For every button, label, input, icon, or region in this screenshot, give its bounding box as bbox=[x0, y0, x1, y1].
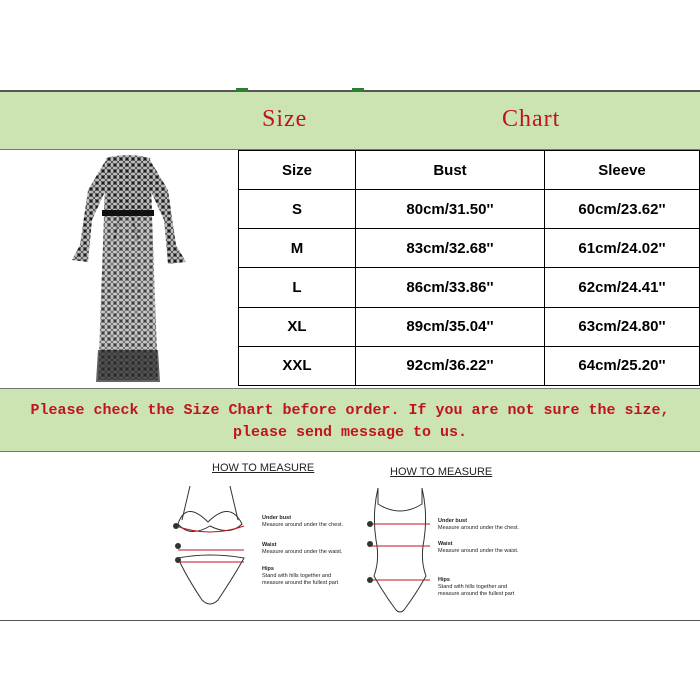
header-tick-left bbox=[236, 88, 248, 92]
swimsuit-diagram bbox=[360, 484, 440, 620]
lace-dress-image bbox=[58, 150, 198, 386]
cell-sleeve: 62cm/24.41'' bbox=[545, 268, 700, 307]
title-chart: Chart bbox=[502, 106, 561, 132]
column-header-sleeve: Sleeve bbox=[545, 151, 700, 190]
table-row bbox=[239, 190, 700, 229]
cell-size: L bbox=[239, 268, 356, 307]
cell-bust: 83cm/32.68'' bbox=[356, 229, 545, 268]
table-row bbox=[239, 268, 700, 307]
cell-size: XXL bbox=[239, 346, 356, 385]
right-waist-label bbox=[438, 541, 528, 555]
right-under-bust-label bbox=[438, 518, 528, 532]
left-hips-desc: Stand with hills together and measure around the fullest part bbox=[262, 573, 339, 586]
notice-band bbox=[0, 388, 700, 452]
table-row bbox=[239, 307, 700, 346]
left-waist-title: Waist bbox=[262, 542, 277, 548]
bikini-diagram bbox=[168, 480, 258, 620]
right-under-bust-desc: Measure around under the chest. bbox=[438, 525, 520, 531]
cell-size: XL bbox=[239, 307, 356, 346]
left-under-bust-desc: Measure around under the chest. bbox=[262, 522, 344, 528]
cell-sleeve: 60cm/23.62'' bbox=[545, 190, 700, 229]
size-table bbox=[238, 150, 700, 386]
cell-bust: 80cm/31.50'' bbox=[356, 190, 545, 229]
left-under-bust-label bbox=[262, 515, 352, 529]
left-waist-desc: Measure around under the waist. bbox=[262, 549, 343, 555]
cell-size: M bbox=[239, 229, 356, 268]
how-to-measure-title-right: HOW TO MEASURE bbox=[390, 466, 493, 478]
column-header-size: Size bbox=[239, 151, 356, 190]
table-row bbox=[239, 229, 700, 268]
right-hips-label bbox=[438, 577, 530, 598]
how-to-measure-title-left: HOW TO MEASURE bbox=[212, 462, 315, 474]
table-header-row bbox=[239, 151, 700, 190]
right-under-bust-title: Under bust bbox=[438, 518, 468, 524]
right-waist-title: Waist bbox=[438, 541, 453, 547]
notice-line-1: Please check the Size Chart before order. If you are not sure the size, bbox=[30, 402, 670, 419]
right-waist-desc: Measure around under the waist. bbox=[438, 548, 519, 554]
cell-sleeve: 61cm/24.02'' bbox=[545, 229, 700, 268]
cell-sleeve: 64cm/25.20'' bbox=[545, 346, 700, 385]
left-hips-label bbox=[262, 566, 354, 587]
left-hips-title: Hips bbox=[262, 566, 274, 572]
left-under-bust-title: Under bust bbox=[262, 515, 292, 521]
cell-bust: 89cm/35.04'' bbox=[356, 307, 545, 346]
left-waist-label bbox=[262, 542, 352, 556]
cell-bust: 86cm/33.86'' bbox=[356, 268, 545, 307]
notice-line-2: please send message to us. bbox=[232, 424, 468, 441]
header-tick-right bbox=[352, 88, 364, 92]
cell-sleeve: 63cm/24.80'' bbox=[545, 307, 700, 346]
right-hips-title: Hips bbox=[438, 577, 450, 583]
bottom-divider bbox=[0, 620, 700, 621]
cell-bust: 92cm/36.22'' bbox=[356, 346, 545, 385]
column-header-bust: Bust bbox=[356, 151, 545, 190]
cell-size: S bbox=[239, 190, 356, 229]
right-hips-desc: Stand with hills together and measure around the fullest part bbox=[438, 584, 515, 597]
title-size: Size bbox=[262, 106, 308, 132]
header-band bbox=[0, 90, 700, 150]
table-row bbox=[239, 346, 700, 385]
